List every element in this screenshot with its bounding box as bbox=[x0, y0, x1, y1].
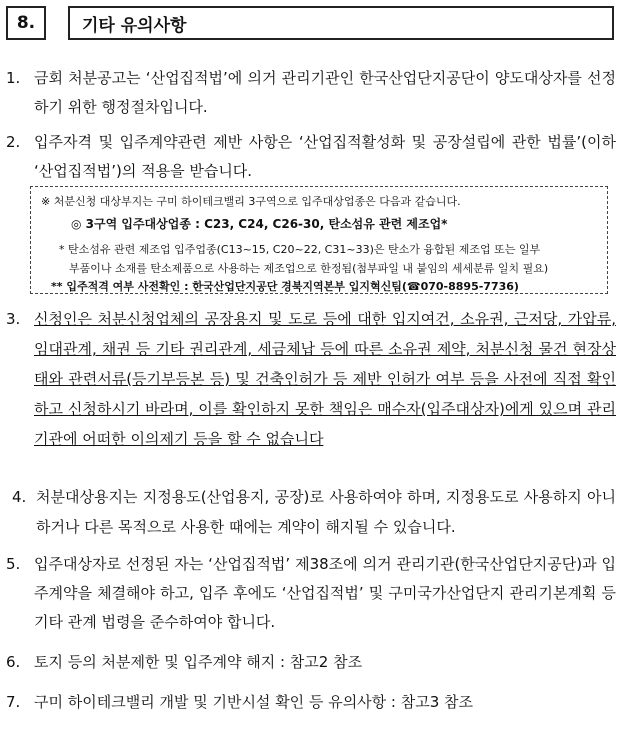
eligibility-note-box bbox=[30, 186, 608, 294]
item-text: 토지 등의 처분제한 및 입주계약 해지 : 참고2 참조 bbox=[34, 653, 363, 671]
list-item bbox=[6, 648, 616, 677]
item-number: 7. bbox=[6, 693, 21, 711]
list-item bbox=[6, 304, 616, 454]
item-text: 처분대상용지는 지정용도(산업용지, 공장)로 사용하여야 하며, 지정용도로 사용하지 아니하거나 다른 목적으로 사용한 때에는 계약이 해지될 수 있습니다. bbox=[36, 488, 616, 536]
item-number: 4. bbox=[12, 488, 27, 506]
item-number: 1. bbox=[6, 69, 21, 87]
item-number: 3. bbox=[6, 310, 21, 328]
item-text: 입주자격 및 입주계약관련 제반 사항은 ‘산업집적활성화 및 공장설립에 관한 법률’(이하 ‘산업집적법’)의 적용을 받습니다. bbox=[34, 133, 616, 180]
item-number: 6. bbox=[6, 653, 21, 671]
list-item bbox=[6, 64, 616, 122]
item-text: 금회 처분공고는 ‘산업집적법’에 의거 관리기관인 한국산업단지공단이 양도대상자를 선정하기 위한 행정절차입니다. bbox=[34, 69, 616, 116]
item-number: 2. bbox=[6, 133, 21, 151]
item-text: 입주대상자로 선정된 자는 ‘산업집적법’ 제38조에 의거 관리기관(한국산업단지공단)과 입주계약을 체결해야 하고, 입주 후에도 ‘산업집적법’ 및 구미국가산업단지 관리기본계획 등 기타 관계 법령을 준수하여야 합니다. bbox=[34, 555, 616, 631]
item-text: 신청인은 처분신청업체의 공장용지 및 도로 등에 대한 입지여건, 소유권, 근저당, 가압류, 임대관계, 채권 등 기타 권리관계, 세금체납 등에 따른 소유권 제약, 처분신청 물건 현장상태와 관련서류(등기부등본 등) 및 건축인허가 등 제반 인허가 여부 등을 사전에 직접 확인하고 신청하시기 바라며, 이를 확인하지 못한 책임은 매수자(입주대상자)에게 있으며 관리기관에 어떠한 이의제기 등을 할 수 없습니다 bbox=[34, 310, 616, 448]
list-item bbox=[6, 550, 616, 637]
list-item bbox=[6, 688, 616, 717]
note-line: ◎ 3구역 입주대상업종 : C23, C24, C26-30, 탄소섬유 관련 제조업* bbox=[71, 217, 448, 231]
list-item bbox=[6, 128, 616, 186]
note-line: ** 입주적격 여부 사전확인 : 한국산업단지공단 경북지역본부 입지혁신팀(☎070-8895-7736) bbox=[51, 280, 519, 293]
item-text: 구미 하이테크밸리 개발 및 기반시설 확인 등 유의사항 : 참고3 참조 bbox=[34, 693, 474, 711]
section-title: 기타 유의사항 bbox=[68, 6, 614, 40]
note-line: * 탄소섬유 관련 제조업 입주업종(C13~15, C20~22, C31~33)은 탄소가 융합된 제조업 또는 일부 bbox=[59, 243, 541, 256]
note-line: 부품이나 소재를 탄소제품으로 사용하는 제조업으로 한정됨(첨부파일 내 붙임의 세세분류 일치 필요) bbox=[69, 262, 549, 275]
note-line: ※ 처분신청 대상부지는 구미 하이테크밸리 3구역으로 입주대상업종은 다음과 같습니다. bbox=[41, 195, 461, 208]
section-number: 8. bbox=[6, 6, 46, 40]
item-number: 5. bbox=[6, 555, 21, 573]
list-item bbox=[6, 482, 616, 542]
